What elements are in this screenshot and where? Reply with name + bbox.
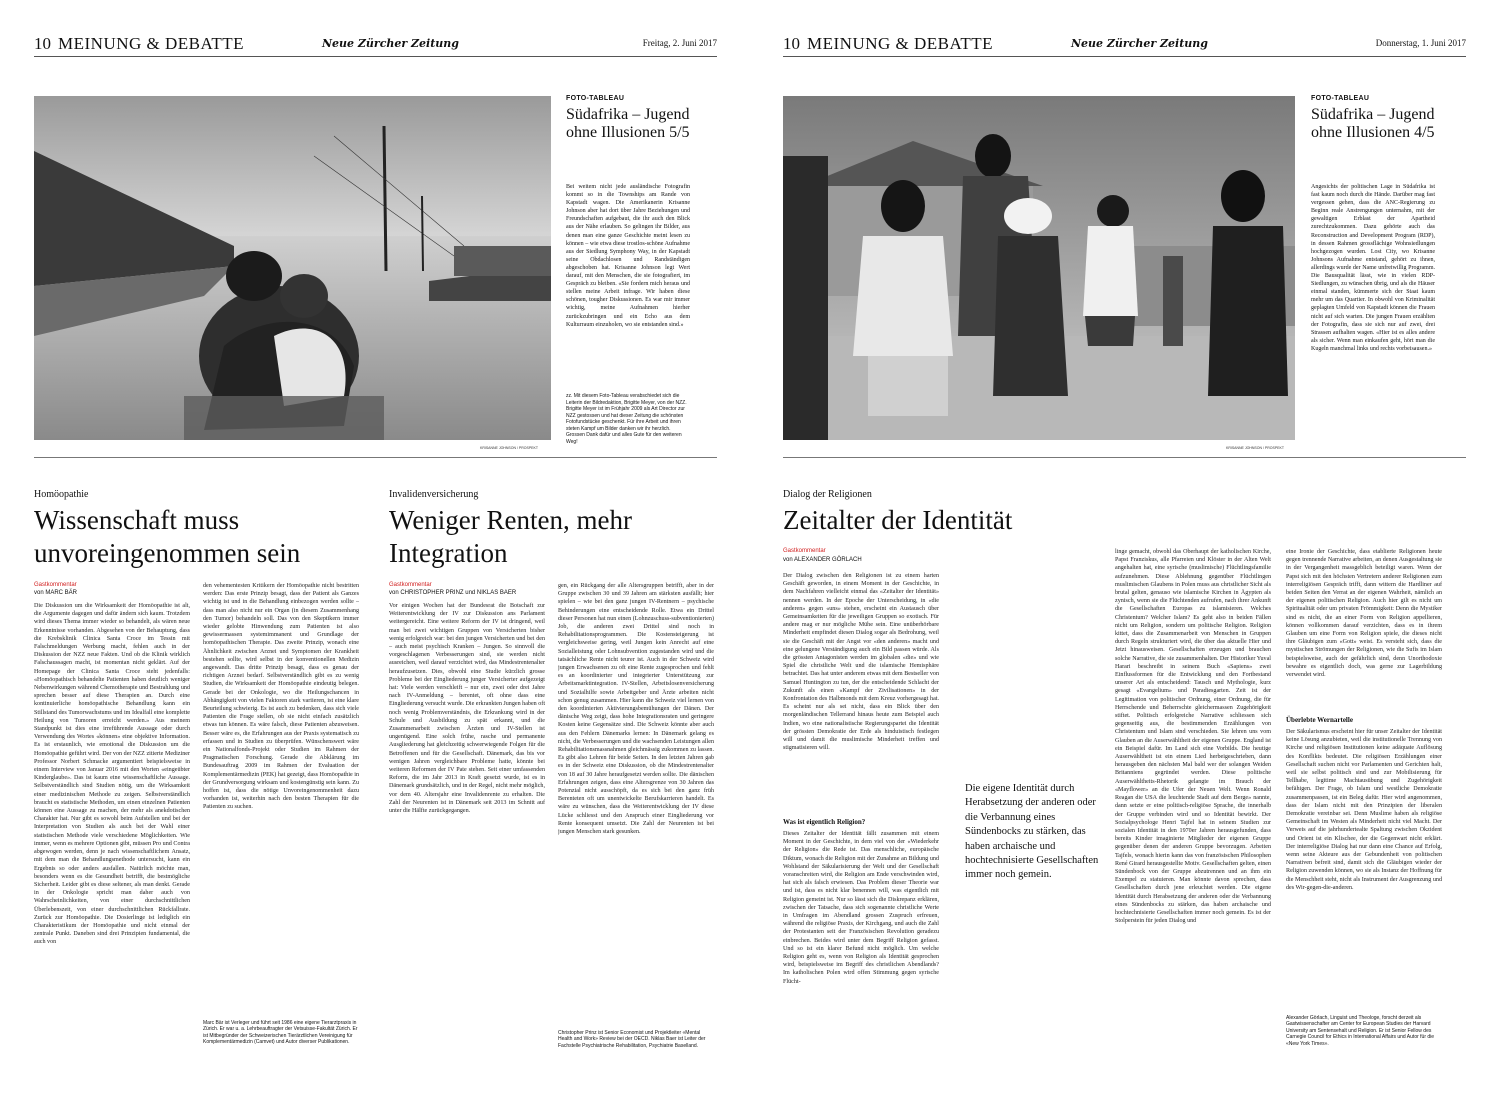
section-divider <box>783 457 1466 458</box>
author-bio: Marc Bär ist Verleger und führt seit 1986 eine eigene Tierarztpraxis in Zürich. Er war u. a. Lehrbeauftragter der Vetsuisse-Fakultät Zürich. Er ist Mitbegründer der Schweizerischen Tierärztlichen Vereinigung für Komplementärmedizin (Camvet) und Autor diverser Publikationen. <box>203 1020 358 1046</box>
tableau-note: zz. Mit diesem Foto-Tableau verabschiedet sich die Leiterin der Bildredaktion, Brigitte Meyer, von der NZZ. Brigitte Meyer ist im Frühjahr 2009 als Art Director zur NZZ gestossen und hat dieser Zeitung die schönsten Fotofundstücke geschenkt. Für ihre Arbeit und ihren steten Kampf um Bilder danken wir ihr herzlich. Grossen Dank dafür und alles Gute für den weiteren Weg! <box>566 393 687 445</box>
page-number: 10 <box>34 34 51 53</box>
newspaper-logo: Neue Zürcher Zeitung <box>1071 37 1208 50</box>
newspaper-logo: Neue Zürcher Zeitung <box>322 37 459 50</box>
section-divider <box>34 457 717 458</box>
tableau-title: Südafrika – Jugend ohne Illusionen 5/5 <box>566 106 690 141</box>
subheading: Überlebte Wernartelle <box>1286 716 1353 724</box>
tableau-text: Angesichts der politischen Lage in Südafrika ist fast kaum noch durch die Hände. Darüber mag fast vergessen gehen, dass die ANC-Regierung zu Beginn reale Anstrengungen unternahm, mit der gewaltigen Erblast der Apartheid zurechtzukommen. Dazu gehörte auch das Reconstruction and Development Program (RDP), in dessen Rahmen grossflächige Wohnsiedlungen hochgezogen wurden. Lost City, wo Krisanne Johnsons Aufnahme entstand, gehört zu ihnen, allerdings wurde der Name unfreiwillig Programm. Die Bausqualität lässt, wie in vielen RDP-Siedlungen, zu wünschen übrig, und als die Häuser einmal standen, kümmerte sich der Staat kaum mehr um das Quartier. In obwohl von Kriminalität geplagten Umfeld von Kapstadt können die Frauen nicht auf sich warten. Die jungen Frauen erzählten der Fotografin, dass sie sich nur auf zwei, drei Strassen aufhalten wagen. «Hier ist es alles andere als sicher. Wenn man einkaufen geht, hört man die Kugeln manchmal links und rechts vorbeisausen.» <box>1311 184 1435 352</box>
article-headline: Wissenschaft muss unvoreingenommen sein <box>34 505 301 568</box>
pull-quote: Die eigene Identität durch Herabsetzung der anderen oder die Verbannung eines Sündenbocks zu stärken, das haben archaische und hochtechnisierte Gesellschaften immer noch gemein. <box>965 783 1099 881</box>
article-kicker: Dialog der Religionen <box>783 489 872 500</box>
subheading: Was ist eigentlich Religion? <box>783 818 866 826</box>
article-column: Dieses Zeitalter der Identität fällt zusammen mit einem Moment in der Geschichte, in dem viel von der «Wiederkehr der Religion» die Rede ist. Das menschliche, europäische Diktum, wonach die Religion mit der Zunahme an Bildung und Wohlstand der Säkularisierung der Welt und der Gesellschaft voranschreiten wird, die Religion am Ende verschwinden wird, hat sich als falsch erwiesen. Das Problem dieser Theorie war und ist, dass es nicht klar benennen will, was eigentlich mit Religion gemeint ist. Nur so lässt sich die Diskrepanz erklären, zwischen der Tatsache, dass sich sogenannte christliche Werte in Umfragen im Abendland grossen Zuspruch erfreuen, während die religiöse Praxis, der Kirchgang, und auch die Zahl der Protestanten seit der Französischen Revolution geradezu einbrechen. Beides wird unter dem Begriff Religion gefasst. Und so ist ein klarer Befund nicht möglich. Um welche Religion geht es, wenn von Religion als Identität gesprochen wird, beispielsweise im Begriff des christlichen Abendlands? Im katholischen Polen wird offen Stimmung gegen syrische Flücht- <box>783 831 939 985</box>
right-page <box>750 0 1500 1104</box>
tableau-photo <box>783 96 1295 440</box>
article-headline: Zeitalter der Identität <box>783 505 1013 535</box>
article-column: den vehementesten Kritikern der Homöopathie nicht bestritten werden: Das erste Prinzip besagt, dass der Patient als Ganzes wichtig ist und in die Behandlung einbezogen werden sollte – dass man also nicht nur ein Organ (in diesem Zusammenhang den Tumor) behandeln soll. Das von den Skeptikern immer wieder gelobte Hinwendung zum Patienten ist also gewissermassen systemimmanent und Grundlage der homöopathischen Therapie. Das zweite Prinzip, wonach eine Ähnlichkeit zwischen Arznei und Symptomen der Krankheit bestehen sollte, wird selbst in der konventionellen Medizin angewandt. Das dritte Prinzip besagt, dass es genau der richtigen Arznei bedarf. Selbstverständlich gibt es zu wenig Studien, die Wirksamkeit der Homöopathie eindeutig belegen. Gerade bei der Onkologie, wo die Heilungschancen in Abhängigkeit von vielen Faktoren stark variieren, ist eine klare Beurteilung schwierig. Es ist auch zu bedenken, dass sich viele Patienten die Frage stellen, ob sie nicht einfach zusätzlich etwas tun können. Es wäre falsch, diese Patienten abzuweisen. Besser wäre es, die Erfahrungen aus der Praxis systematisch zu erfassen und in Studien zu überprüfen. Wünschenswert wäre ein Nationalfonds-Projekt oder Studien im Rahmen der Pragmatischen Forschung. Gerade die Abklärung im Bundesauftrag 2009 im Rahmen der Evaluation der Komplementärmedizin (PEK) hat gezeigt, dass Homöopathie in der Grundversorgung wirksam und kostengünstig sein kann. Zu hoffen ist, dass die nötige Unvoreingenommenheit dazu vorhanden ist, weiterhin nach den besten Therapien für die Patienten zu suchen. <box>203 583 359 811</box>
article-kicker: Homöopathie <box>34 489 89 500</box>
issue-date: Donnerstag, 1. Juni 2017 <box>1375 38 1466 48</box>
article-column: Vor einigen Wochen hat der Bundesrat die Botschaft zur Weiterentwicklung der IV zur Diskussion ans Parlament weitergereicht. Eine weitere Reform der IV ist dringend, weil man bei zwei wichtigen Gruppen von Versicherten bisher wenig erfolgreich war: bei den jungen Versicherten und bei den – auch meist psychisch Kranken – Jungen. So sinnvoll die vorgeschlagenen Verbesserungen sind, sie werden nicht ausreichen, weil darauf verzichtet wird, das Mindestrentenalter heraufzusetzen. Dies, obwohl eine Studie kürzlich grosse Probleme bei der Eingliederung junger Versicherter aufgezeigt hat: Viele werden verschleift – nur ein, zwei oder drei Jahre nach IV-Anmeldung – berentet, oft ohne dass eine Eingliederung versucht wurde. Die erkrankten Jungen haben oft noch wenig Problemverständnis, die Erkrankung wird in der Schule und Ausbildung zu spät erkannt, und die Zusammenarbeit zwischen Ärzten und IV-Stellen ist ungenügend. Eine solch frühe, rasche und permanente Ausgliederung hat gleichzeitig schwerwiegende Folgen für die Betroffenen und für die Gesellschaft. Dänemark, das bis vor wenigen Jahren vergleichbare Probleme hatte, könnte bei weiteren Reformen der IV Pate stehen. Seit einer umfassenden Reform, die im Jahr 2013 in Kraft gesetzt wurde, ist es in Dänemark grundsätzlich, und in der Regel, nicht mehr möglich, vor dem 40. Altersjahr eine Invalidenrente zu erhalten. Die Zahl der Neurenten ist in Dänemark seit 2013 im Schnitt auf unter die Hälfte zurückgegangen. <box>389 603 545 815</box>
guest-comment-label: Gastkommentar <box>34 582 77 588</box>
tableau-text: Bei weitem nicht jede ausländische Fotografin kommt so in die Townships am Rande von Kapstadt wagen. Die Amerikanerin Krisanne Johnson aber hat dort über Jahre Beziehungen und Freundschaften aufgebaut, die ihr auch den Blick aus der Nähe erlauben. So gelingen ihr Bilder, aus denen man eine ganze Geschichte meint lesen zu können – wie etwa diese trostlos-schöne Aufnahme aus der Siedlung Symphony Way, in der Kapstadt seine Obdachlosen und Randständigen abgeschoben hat. Krisanne Johnson legt Wert darauf, mit den Menschen, die sie fotografiert, im Gespräch zu bleiben. «Sie fordern mich heraus und stellen meine Arbeit infrage. Wir haben diese schönen, tougher Diskussionen. Es war mir immer wichtig, meine Aufnahmen hierher zurückzubringen und ein Echo aus dem Kulturraum einzuholen, wo sie entstanden sind.» <box>566 184 690 328</box>
tableau-title: Südafrika – Jugend ohne Illusionen 4/5 <box>1311 106 1435 141</box>
article-column: Der Säkularismus erscheint hier für unser Zeitalter der Identität keine Lösung anzubieten, weil die institutionelle Trennung von Kirche und religiösen Institutionen keine adäquate Auflösung des Konflikts bedeutet. Die religiösen Erzählungen einer Gesellschaft suchen nicht vor Parlamenten und Gerichten halt, weil sie selbst politisch sind und zur Mobilisierung für Tellhabe, legitime Machtausübung und Zugehörigkeit befähigen. Der Frage, ob Islam und westliche Demokratie zusammenpassen, ist ein Beleg dafür. Hier wird angenommen, dass der Islam nicht mit den Prinzipien der liberalen Demokratie vereinbar sei. Denn Muslime haben als religiöse Gemeinschaft im Westen als Minderheit nicht viel Macht. Der Verweis auf die jahrhundertealte Spaltung zwischen Okzident und Orient ist ein Klischee, der die Gegenwart nicht erklärt. Der interreligiöse Dialog hat nur dann eine Chance auf Erfolg, wenn seine Akteure aus der Gebundenheit von politischen Narrativen befreit sind, damit sich die Gläubigen wieder der Religion zuwenden können, wo sie als Instanz der Hoffnung für die Menschheit steht, nicht als Instrument der Ausgrenzung und des Wir-gegen-die-anderen. <box>1286 729 1442 891</box>
byline: von CHRISTOPHER PRINZ und NIKLAS BAER <box>389 590 517 596</box>
article-column: linge gemacht, obwohl das Oberhaupt der katholischen Kirche, Papst Franziskus, alle Pfarreien und Klöster in der Alten Welt angehalten hat, eine syrische (muslimische) Flüchtlingsfamilie aufzunehmen. Diese Ablehnung gegenüber Flüchtlingen muslimischen Glaubens in Polen muss aus christlicher Sicht als brutal gelten, genauso wie islamische Kirchen in Ägypten als zynisch, wenn sie die Flüchtenden aufrufen, nach ihrer Ankunft die Gesellschaften Europas zu islamisieren. Welches Christentum? Welcher Islam? Es geht also in beiden Fällen nicht um Religion, sondern um politische Religion. Religion kittet, dass die Zusammenarbeit von Menschen in Gruppen durch Regeln strukturiert wird, die über das aktuelle Hier und Jetzt hinausweisen. Gesellschaften erzeugen und brauchen solche Narrative, die sie zusammenhalten. Der Historiker Yuval Harari beschreibt in seinem Buch «Sapiens» zwei Einflussformen für die Entwicklung und den Fortbestand unserer Art als entscheidend: Tausch und Mythologie, kurz gesagt «Evangelium» und Paradiesgarten. Zeit ist der Legitimation von politischer Ordnung, einer Ordnung, die für Herrschende und Beherrschte gleichermassen Zugehörigkeit stiftet. Politisch erfolgreiche Narrative schliessen sich gegenseitig aus, die bestimmenden Erzählungen von Christentum und Islam sind verschieden. Sie lehren uns vom Glauben an die Auserwähltheit der eigenen Gruppe. England ist ein Beispiel dafür. Im Land sich eine Vorbilds. Die heutige Auserwähltheit ist ein einem Lied herbeigeschrieben, dann herausgeben den nächsten Mal bald wer der solangen Weiden Britanniens gegründet werden. Diese politische Auserwähltheits-Rhetorik gelangte im Brauch der «Mayflower» an die Ufer der Neuen Welt. Wenn Ronald Reagan die USA die leuchtende Stadt auf dem Berge» nannte, dann setzte er eine politisch-religiöse Sprache, die innerhalb der Gruppe verbinden wird und so Identität bewirkt. Der Sozialpsychologe Henri Tajfel hat in seinem Studien zur sozialen Identität in den 1970er Jahren herausgefunden, dass bereits Kinder imaginierte Mitglieder der eigenen Gruppe gegenüber denen der anderen Gruppe bevorzugen. Arbeiten Tajfels, wonach hierin kann das von französischen Philosophen René Girard herausgestellte Motiv. Gesellschaften gelten, einen Sündenbock von der Gruppe abzutrennen und an ihm ein Exempel zu statuieren. Man könnte davon sprechen, dass Gesellschaften durch jene erleuchtet werden. Die eigene Identität durch Herabsetzung der anderen oder die Verbannung eines Sündenbocks zu stärken, das haben archaische und hochtechnisierte Gesellschaften immer noch gemein. Es ist der Stolperstein für jeden Dialog und <box>1115 549 1271 925</box>
photo-credit: KRISANNE JOHNSON / PROSPEKT <box>480 446 538 450</box>
tableau-kicker: FOTO-TABLEAU <box>566 95 625 102</box>
tableau-photo <box>34 96 551 440</box>
article-column: Der Dialog zwischen den Religionen ist zu einem harten Geschäft geworden, in einem Moment in der Geschichte, in dem Nachfahren vielleicht einmal das «Zeitalter der Identität» nennen werden. In der Epoche der Unterscheidung, in «die anderen» gegen «uns» stehen, erscheint ein Austausch über Gemeinsamkeiten für die jeweiligen Gruppen so exotisch. Für andere mag er nur mögliche Mühe sein. Eine unüberhörbare Minderheit empfindet diesen Dialog sogar als Bedrohung, weil sie die Geschäft mit der Angst vor «den anderen» macht und eine gelungene Verständigung auch ein Bild passen würde. Als die grössten Antagonisten werden im globalen «die» und wie Spiel die christliche Welt und die islamische Hemisphäre betrachtet. Das hat unter anderem etwas mit dem Bestseller von Samuel Huntington zu tun, der die entscheidende Schlacht der Zukunft als einen «Kampf der Zivilisationen» in der Konfrontation des Halbmonds mit dem Kreuz vorhergesagt hat. Es scheint nur als sei nicht, dass ein Blick über den morgenländischen Tellerrand hinaus heute zum Beispiel auch Indien, wo eine nationalistische Regierungspartei die Identität der grössten Demokratie der Erde als hinduistisch festlegen will und damit die muslimische Minderheit treffen und stigmatisieren will. <box>783 573 939 752</box>
article-column: gen, ein Rückgang der alle Altersgruppen betrifft, aber in der Gruppe zwischen 30 und 39 Jahren am stärksten ausfällt; hier spielen – wie bei den ganz jungen IV-Rentnern – psychische Behinderungen eine entscheidende Rolle. Etwa ein Drittel dieser Personen hat nun einen (Lohnzuschuss-subventionierten) Job, die anderen zwei Drittel sind noch in Rehabilitationsprogrammen. Die Kostensteigerung ist vergleichsweise gering, weil Jungen kein Anrecht auf eine Sozialleistung oder Lohnsubvention zugestanden wird und die tatsächliche Rente nicht teurer ist. Auch in der Schweiz wird jungen Erwachsenen zu oft eine Rente zugesprochen und fehlt es an koordinierter und integrierter Unterstützung zur Arbeitsmarktintegration. IV-Stellen, Arbeitslosenversicherung und Sozialhilfe sowie Arbeitgeber und Ärzte arbeiten nicht schon genug zusammen. Hier kann die Schweiz viel lernen von den koordinierten Aktivierungsbemühungen der Dänen. Der dänische Weg zeigt, dass hohe Integrationsraten und geringere Kosten keine Gegensätze sind. Die Schweiz könnte aber auch aus den Fehlern Dänemarks lernen: In Dänemark gelang es nicht, die Verbesserungen und die wachsenden Leistungen allen Rehabilitationsmassnahmen gleichmässig zukommen zu lassen. Es gibt also Lehren für beide Seiten. In den letzten Jahren gab es in der Schweiz eine Diskussion, ob die Mindestrentenalter von 18 auf 30 Jahre heraufgesetzt werden sollte. Die dänischen Erfahrungen zeigen, dass eine Altersgrenze von 30 Jahren das Potenzial nicht ausschöpft, da es sich bei den ganz früh Berenteten oft um unentwickelte Berufskarrieren handelt. Es wäre zu wünschen, dass die Weiterentwicklung der IV diese Lücke schliesst und den Anspruch einer Eingliederung vor Rente konsequent umsetzt. Die Zahl der Neurenten ist bei jungen Menschen stark gesunken. <box>558 583 714 836</box>
article-column: eine Ironie der Geschichte, dass etablierte Religionen heute gegen trennende Narrative arbeiten, an denen Ausgestaltung sie in der Vergangenheit massgeblich beteiligt waren. Wenn der Papst sich mit den höchsten Vertretern anderer Religionen zum interreligiösen Gespräch trifft, dann wittern die Hardliner auf beiden Seiten den Verrat an der eigenen Wahrheit, nämlich an der eigenen politischen Religion. Auch hier gilt es nicht um Spiritualität oder um privaten Frömmigkeit: Denn die Mystiker sind es nicht, die an einer Form von Religion appellieren, können vollkommen darauf verzichten, dass es in ihrem Glauben um eine Form von Religion spiele, die dieses nicht ihre Gläubigen zum «Gott» weist. Es versteht sich, dass die mystischen Strömungen der Religionen, wie die Sufis im Islam beispielsweise, auch der gefährlich sind, denn Unorthodoxie bewahre es eigentlich doch, was gerne zur Lagerbildung verwendet wird. <box>1286 549 1442 679</box>
article-column: Die Diskussion um die Wirksamkeit der Homöopathie ist alt, die Argumente dagegen und dafür ändern sich kaum. Trotzdem wird dieses Thema immer wieder so behandelt, als wären neue Erkenntnisse vorhanden. Abgesehen von der Behauptung, dass die Krebsklinik Clinica Santa Croce im Tessin mit Falschmeldungen Werbung macht, fehlen auch in der Diskussion der NZZ neue Fakten. Und ob die Klinik wirklich Falschaussagen macht, ist momentan nicht geklärt. Auf der Homepage der Clinica Santa Croce steht jedenfalls: «Homöopathisch behandelte Patienten haben deutlich weniger Nebenwirkungen während Chemotherapie und Bestrahlung und sprechen besser auf diese Therapien an. Durch eine kontinuierliche homöopathische Behandlung kann ein Stillstand des Tumorwachstums und im Idealfall eine komplette Heilung von Tumoren erreicht werden.» Aus meinem Standpunkt ist dies eine irreführende Aussage oder durch Verwendung des Wortes «können» eine objektive Information. Es ist erstaunlich, wie emotional die Diskussion um die Homöopathie geführt wird. Der von der NZZ zitierte Mediziner Professor Norbert Schmacke argumentiert beispielsweise in einem Interview von Januar 2016 mit den Worten «eingeübter Kinderglaube». Das ist kaum eine wissenschaftliche Aussage. Selbstverständlich sind Studien nötig, um die Wirksamkeit einer medizinischen Methode zu zeigen. Selbstverständlich braucht es statistische Methoden, um einen einzelnen Patienten können eine Aussage zu machen, der mehr als anekdotischen Charakter hat. Nur gibt es sowohl beim Aufstellen und bei der Interpretation von Studien als auch bei der Wahl einer statistischen Methode viele verschiedene Möglichkeiten. Wie immer, wenn es mehrere Optionen gibt, müssen Pro und Contra abgewogen werden, denn je nach wissenschaftlichem Ansatz, mit dem man die Behandlungsmethode untersucht, kann ein Ergebnis so oder anders ausfallen. Natürlich möchte man, besonders wenn es die Gesundheit betrifft, die bestmögliche Sicherheit. Leider gibt es diese seltener, als man denkt. Gerade in der Onkologie spricht man daher auch von Wahrscheinlichkeiten, von einer durchschnittlichen Überlebenszeit, von einer durchschnittlichen Rückfallrate. Zurück zur Homöopathie. Die Dosierlinge ist lediglich ein Charakteristikum der Homöopathie und nicht einmal der zentrale Punkt. Daneben sind drei Prinzipien fundamental, die auch von <box>34 603 190 946</box>
page-number: 10 <box>783 34 800 53</box>
page-header <box>783 34 1466 57</box>
page-header <box>34 34 717 57</box>
author-bio: Alexander Görlach, Linguist und Theologe, forscht derzeit als Gastwissenschafter am Center for European Studies der Harvard University am Sentensehalt und Religion. Er ist Senior Fellow des Carnegie Council for Ethics in International Affairs und Autor für die «New York Times». <box>1286 1015 1435 1047</box>
article-kicker: Invalidenversicherung <box>389 489 479 500</box>
tableau-kicker: FOTO-TABLEAU <box>1311 95 1370 102</box>
byline: von ALEXANDER GÖRLACH <box>783 557 862 563</box>
section-title: MEINUNG & DEBATTE <box>807 34 994 53</box>
article-headline: Weniger Renten, mehr Integration <box>389 505 632 568</box>
section-title: MEINUNG & DEBATTE <box>58 34 245 53</box>
byline: von MARC BÄR <box>34 590 78 596</box>
guest-comment-label: Gastkommentar <box>783 548 826 554</box>
photo-credit: KRISANNE JOHNSON / PROSPEKT <box>1226 446 1284 450</box>
guest-comment-label: Gastkommentar <box>389 582 432 588</box>
author-bio: Christopher Prinz ist Senior Economist und Projektleiter «Mental Health and Work» Review bei der OECD. Niklas Baer ist Leiter der Fachstelle Psychiatrische Rehabilitation, Psychiatrie Baselland. <box>558 1030 706 1049</box>
issue-date: Freitag, 2. Juni 2017 <box>642 38 717 48</box>
